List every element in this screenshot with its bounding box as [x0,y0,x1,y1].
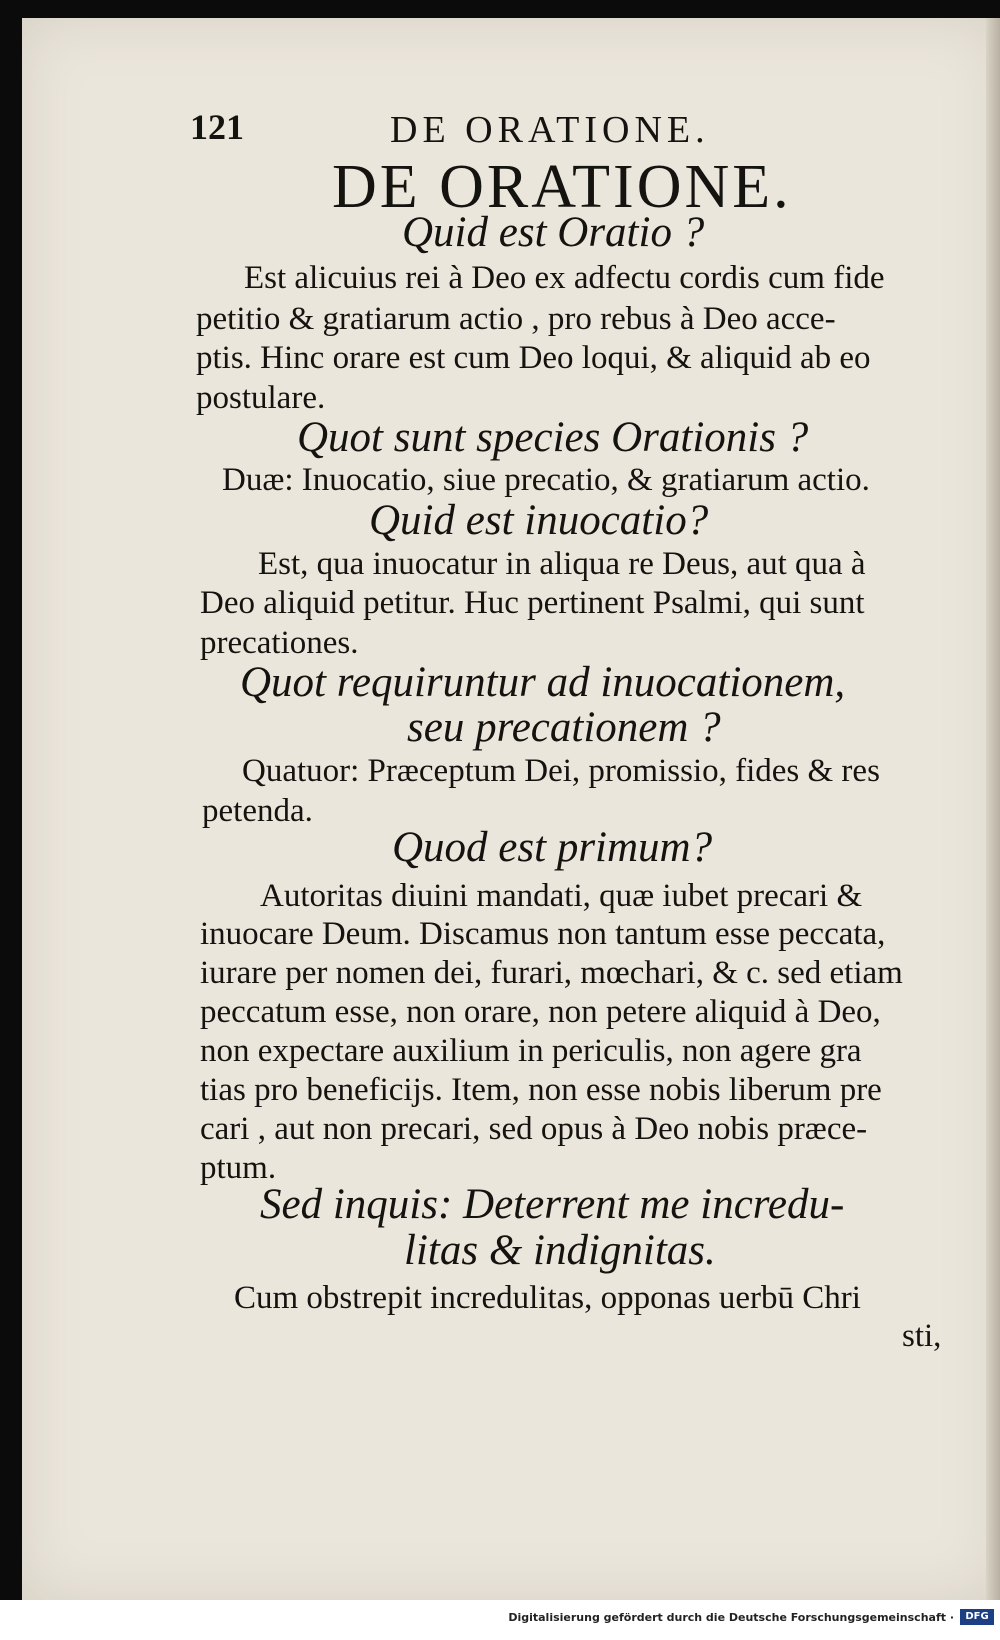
text-line: Autoritas diuini mandati, quæ iubet precari & [260,878,863,914]
running-head: DE ORATIONE. [390,109,710,151]
text-line: Deo aliquid petitur. Huc pertinent Psalmi, qui sunt [200,585,865,621]
text-line: iurare per nomen dei, furari, mœchari, & c. sed etiam [200,955,903,991]
text-line: precationes. [200,625,359,661]
question-heading: Sed inquis: Deterrent me incredu- [260,1181,845,1228]
question-heading: Quod est primum? [392,824,713,871]
text-line: Cum obstrepit incredulitas, opponas uerbū Chri [234,1280,861,1316]
text-line: inuocare Deum. Discamus non tantum esse peccata, [200,916,886,952]
page-number: 121 [190,107,244,147]
dfg-logo: DFG [960,1609,994,1625]
text-line: non expectare auxilium in periculis, non agere gra [200,1033,862,1069]
text-line: Duæ: Inuocatio, siue precatio, & gratiarum actio. [222,462,870,498]
footer-strip [0,1600,1000,1640]
text-line: petitio & gratiarum actio , pro rebus à Deo acce- [196,301,836,337]
question-heading: seu precationem ? [407,704,721,751]
text-line: cari , aut non precari, sed opus à Deo nobis præce- [200,1111,868,1147]
book-page [22,18,1000,1600]
text-line: postulare. [196,380,326,416]
question-heading: litas & indignitas. [404,1227,716,1274]
text-line: peccatum esse, non orare, non petere aliquid à Deo, [200,994,881,1030]
question-heading: Quid est inuocatio? [369,497,709,544]
text-line: ptum. [200,1150,277,1186]
footer-credit: Digitalisierung gefördert durch die Deutsche Forschungsgemeinschaft · [508,1611,954,1624]
question-heading: Quot sunt species Orationis ? [297,414,809,461]
catchword: sti, [902,1318,942,1354]
page-text [22,18,1000,1600]
question-heading: Quot requiruntur ad inuocationem, [240,659,846,706]
text-line: tias pro beneficijs. Item, non esse nobis liberum pre [200,1072,882,1108]
text-line: Est, qua inuocatur in aliqua re Deus, aut qua à [258,546,866,582]
chapter-title: DE ORATIONE. [332,153,792,221]
text-line: petenda. [202,793,313,829]
text-line: Quatuor: Præceptum Dei, promissio, fides & res [242,753,880,789]
text-line: ptis. Hinc orare est cum Deo loqui, & aliquid ab eo [196,340,871,376]
text-line: Est alicuius rei à Deo ex adfectu cordis cum fide [244,260,885,296]
question-heading: Quid est Oratio ? [402,209,705,256]
